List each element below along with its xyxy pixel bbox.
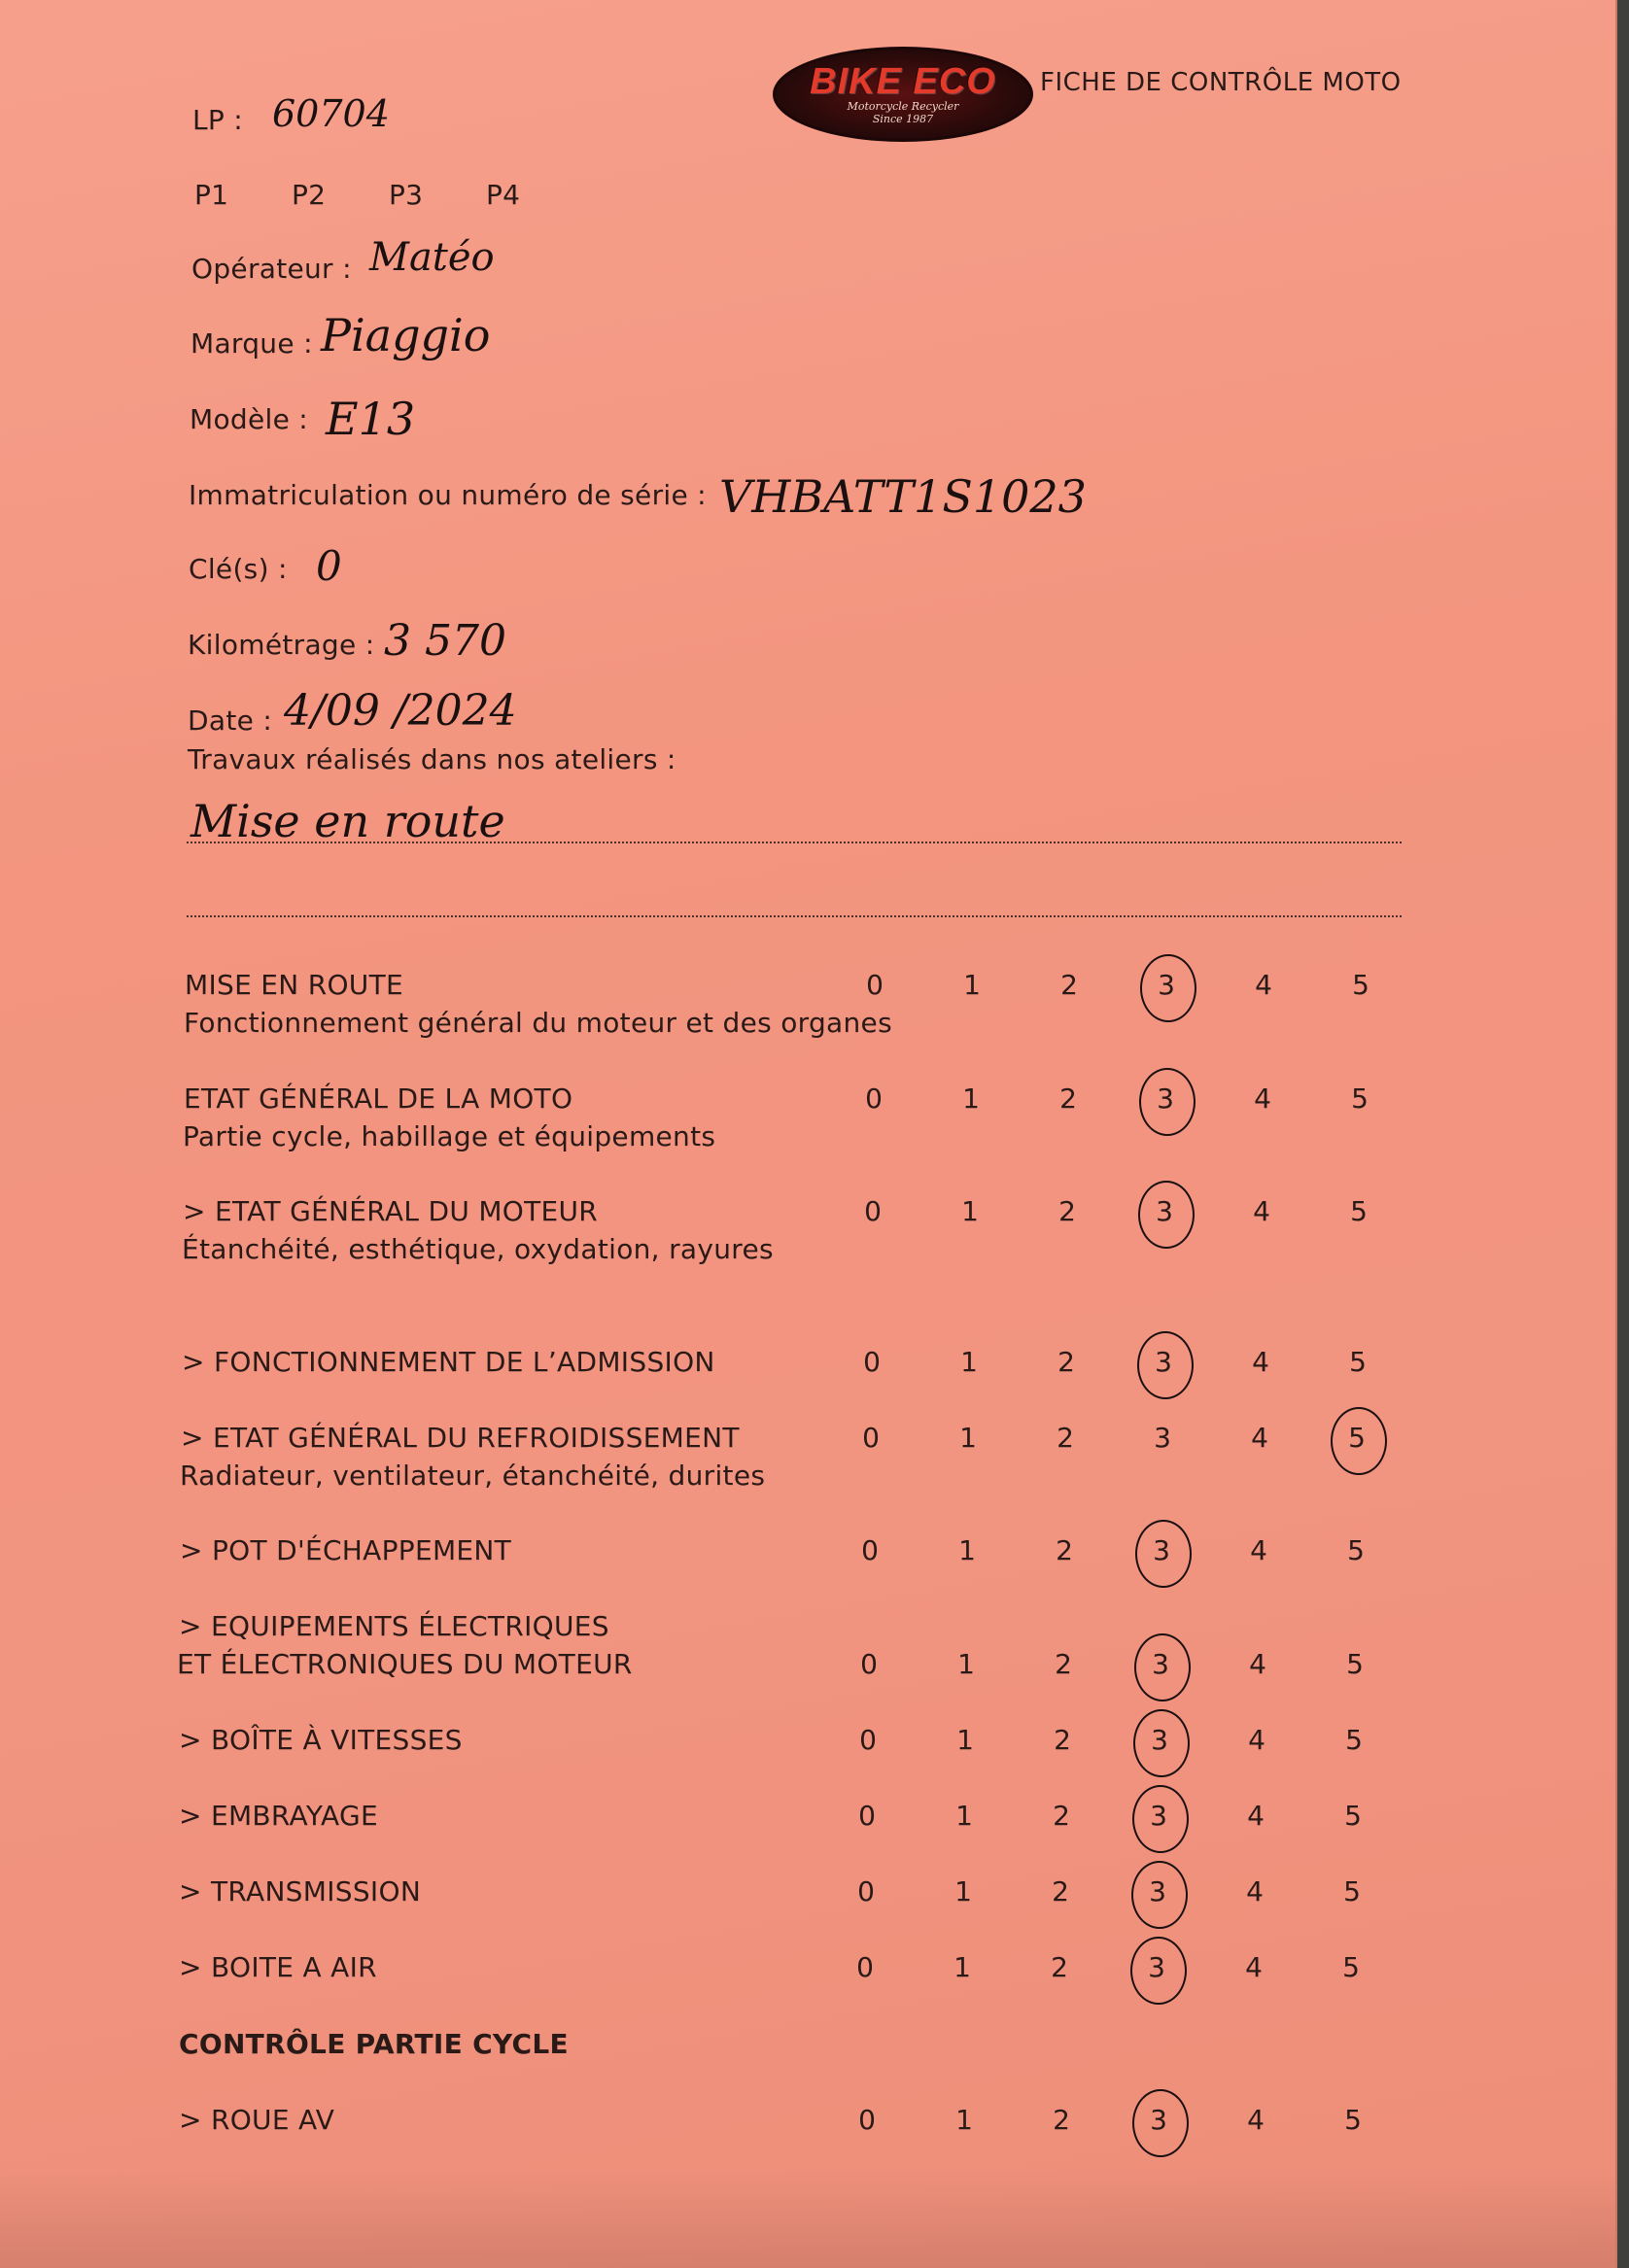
row-2-score-4[interactable]: 4 [1254, 1082, 1271, 1115]
row-5-score-3[interactable]: 3 [1154, 1422, 1171, 1454]
p-option-1[interactable]: P1 [194, 179, 229, 211]
row-7-score-3[interactable]: 3 [1152, 1648, 1169, 1680]
bike-eco-logo [773, 47, 1033, 142]
row-8-score-1[interactable]: 1 [956, 1724, 974, 1756]
logo-text: BIKE ECO [810, 60, 996, 102]
row-4-score-0[interactable]: 0 [863, 1346, 881, 1378]
row-9-title: > EMBRAYAGE [179, 1800, 379, 1832]
model-label: Modèle : [190, 403, 309, 435]
row-1-subtitle: Fonctionnement général du moteur et des organes [184, 1007, 892, 1039]
row-1-score-0[interactable]: 0 [866, 969, 884, 1001]
row-7-score-5[interactable]: 5 [1346, 1648, 1364, 1680]
row-8-score-2[interactable]: 2 [1054, 1724, 1071, 1756]
row-6-title: > POT D'ÉCHAPPEMENT [180, 1534, 512, 1566]
brand-label: Marque : [191, 327, 313, 360]
row-4-score-2[interactable]: 2 [1057, 1346, 1075, 1378]
brand-value[interactable]: Piaggio [321, 309, 491, 361]
row-3-score-0[interactable]: 0 [864, 1195, 882, 1227]
operator-label: Opérateur : [191, 253, 352, 285]
row-4-score-5[interactable]: 5 [1349, 1346, 1367, 1378]
row-9-selected-circle [1132, 1785, 1189, 1853]
row-4-selected-circle [1137, 1331, 1194, 1399]
keys-value[interactable]: 0 [316, 542, 342, 590]
p-option-2[interactable]: P2 [292, 179, 327, 211]
row-1-title: MISE EN ROUTE [185, 969, 404, 1001]
p-option-3[interactable]: P3 [389, 179, 424, 211]
row-11-score-5[interactable]: 5 [1342, 1951, 1360, 1983]
row-8-selected-circle [1133, 1709, 1190, 1777]
row-10-score-2[interactable]: 2 [1052, 1875, 1069, 1907]
row-3-score-2[interactable]: 2 [1058, 1195, 1076, 1227]
row-6-score-2[interactable]: 2 [1056, 1534, 1073, 1566]
row-9-score-2[interactable]: 2 [1053, 1800, 1070, 1832]
row-10-score-3[interactable]: 3 [1149, 1875, 1166, 1907]
lp-value[interactable]: 60704 [272, 92, 390, 135]
operator-value[interactable]: Matéo [369, 235, 495, 280]
sheet-title: FICHE DE CONTRÔLE MOTO [1040, 68, 1402, 97]
serial-label: Immatriculation ou numéro de série : [189, 479, 707, 511]
row-11-title: > BOITE A AIR [179, 1951, 377, 1983]
row-1-score-1[interactable]: 1 [963, 969, 981, 1001]
p-option-4[interactable]: P4 [486, 179, 521, 211]
row-1-score-2[interactable]: 2 [1060, 969, 1078, 1001]
row-8-score-3[interactable]: 3 [1151, 1724, 1168, 1756]
row-4-score-1[interactable]: 1 [960, 1346, 978, 1378]
row-5-score-4[interactable]: 4 [1251, 1422, 1268, 1454]
cycle-row-1-title: > ROUE AV [179, 2104, 335, 2136]
cycle-row-1-score-2[interactable]: 2 [1053, 2104, 1070, 2136]
serial-value[interactable]: VHBATT1S1023 [719, 470, 1087, 523]
row-3-score-1[interactable]: 1 [961, 1195, 979, 1227]
section-cycle-title: CONTRÔLE PARTIE CYCLE [179, 2028, 569, 2060]
row-8-score-4[interactable]: 4 [1248, 1724, 1265, 1756]
row-1-score-3[interactable]: 3 [1158, 969, 1175, 1001]
row-11-score-3[interactable]: 3 [1148, 1951, 1165, 1983]
row-3-title: > ETAT GÉNÉRAL DU MOTEUR [183, 1195, 599, 1227]
row-5-score-2[interactable]: 2 [1057, 1422, 1074, 1454]
row-5-score-0[interactable]: 0 [862, 1422, 880, 1454]
row-2-selected-circle [1139, 1068, 1196, 1136]
row-2-score-3[interactable]: 3 [1157, 1082, 1174, 1115]
mileage-value[interactable]: 3 570 [384, 616, 506, 666]
row-3-selected-circle [1138, 1181, 1195, 1249]
date-label: Date : [188, 704, 273, 737]
cycle-row-1-score-4[interactable]: 4 [1247, 2104, 1265, 2136]
row-2-score-1[interactable]: 1 [962, 1082, 980, 1115]
row-6-score-1[interactable]: 1 [958, 1534, 976, 1566]
row-10-score-5[interactable]: 5 [1343, 1875, 1361, 1907]
row-7-score-0[interactable]: 0 [860, 1648, 878, 1680]
row-9-score-0[interactable]: 0 [858, 1800, 876, 1832]
row-1-score-5[interactable]: 5 [1352, 969, 1369, 1001]
row-11-score-2[interactable]: 2 [1051, 1951, 1068, 1983]
mileage-label: Kilométrage : [188, 629, 375, 661]
model-value[interactable]: E13 [326, 393, 416, 445]
row-10-selected-circle [1131, 1861, 1188, 1929]
row-3-score-5[interactable]: 5 [1350, 1195, 1368, 1227]
cycle-row-1-score-5[interactable]: 5 [1344, 2104, 1362, 2136]
row-6-selected-circle [1135, 1520, 1192, 1588]
row-4-title: > FONCTIONNEMENT DE L’ADMISSION [182, 1346, 715, 1378]
row-5-subtitle: Radiateur, ventilateur, étanchéité, durites [180, 1460, 766, 1492]
works-value[interactable]: Mise en route [191, 795, 505, 847]
row-6-score-3[interactable]: 3 [1153, 1534, 1170, 1566]
row-8-score-5[interactable]: 5 [1345, 1724, 1363, 1756]
row-2-score-5[interactable]: 5 [1351, 1082, 1369, 1115]
row-6-score-5[interactable]: 5 [1347, 1534, 1365, 1566]
row-9-score-1[interactable]: 1 [955, 1800, 973, 1832]
row-7-title-line2: ET ÉLECTRONIQUES DU MOTEUR [177, 1648, 633, 1680]
row-4-score-3[interactable]: 3 [1155, 1346, 1172, 1378]
row-2-subtitle: Partie cycle, habillage et équipements [183, 1120, 716, 1152]
row-3-subtitle: Étanchéité, esthétique, oxydation, rayures [182, 1233, 774, 1265]
row-5-score-1[interactable]: 1 [959, 1422, 977, 1454]
row-9-score-3[interactable]: 3 [1150, 1800, 1167, 1832]
row-5-selected-circle [1331, 1407, 1387, 1475]
row-1-selected-circle [1140, 954, 1196, 1022]
row-7-score-2[interactable]: 2 [1055, 1648, 1072, 1680]
row-7-score-4[interactable]: 4 [1249, 1648, 1266, 1680]
row-11-score-4[interactable]: 4 [1245, 1951, 1263, 1983]
lp-label: LP : [192, 104, 244, 136]
row-10-score-1[interactable]: 1 [954, 1875, 972, 1907]
row-11-selected-circle [1130, 1937, 1187, 2005]
row-2-score-0[interactable]: 0 [865, 1082, 883, 1115]
row-10-score-4[interactable]: 4 [1246, 1875, 1264, 1907]
cycle-row-1-score-0[interactable]: 0 [858, 2104, 876, 2136]
works-line-2 [187, 915, 1402, 917]
logo-subtitle-2: Since 1987 [872, 113, 934, 125]
row-2-title: ETAT GÉNÉRAL DE LA MOTO [184, 1082, 573, 1115]
row-7-selected-circle [1134, 1633, 1191, 1701]
row-9-score-5[interactable]: 5 [1344, 1800, 1362, 1832]
row-5-score-5[interactable]: 5 [1348, 1422, 1366, 1454]
row-1-score-4[interactable]: 4 [1255, 969, 1272, 1001]
row-4-score-4[interactable]: 4 [1252, 1346, 1269, 1378]
row-11-score-0[interactable]: 0 [856, 1951, 874, 1983]
row-3-score-4[interactable]: 4 [1253, 1195, 1270, 1227]
row-7-score-1[interactable]: 1 [957, 1648, 975, 1680]
works-label: Travaux réalisés dans nos ateliers : [188, 743, 676, 775]
row-9-score-4[interactable]: 4 [1247, 1800, 1265, 1832]
row-8-title: > BOÎTE À VITESSES [179, 1724, 463, 1756]
works-line-1 [187, 842, 1402, 843]
row-5-title: > ETAT GÉNÉRAL DU REFROIDISSEMENT [181, 1422, 740, 1454]
row-2-score-2[interactable]: 2 [1059, 1082, 1077, 1115]
row-10-title: > TRANSMISSION [179, 1875, 422, 1907]
row-7-title: > EQUIPEMENTS ÉLECTRIQUES [179, 1610, 609, 1642]
cycle-row-1-selected-circle [1132, 2089, 1189, 2157]
cycle-row-1-score-3[interactable]: 3 [1150, 2104, 1167, 2136]
row-6-score-0[interactable]: 0 [861, 1534, 879, 1566]
row-10-score-0[interactable]: 0 [857, 1875, 875, 1907]
row-3-score-3[interactable]: 3 [1156, 1195, 1173, 1227]
row-11-score-1[interactable]: 1 [953, 1951, 971, 1983]
keys-label: Clé(s) : [189, 553, 288, 585]
cycle-row-1-score-1[interactable]: 1 [955, 2104, 973, 2136]
row-6-score-4[interactable]: 4 [1250, 1534, 1267, 1566]
logo-subtitle-1: Motorcycle Recycler [847, 99, 959, 113]
date-value[interactable]: 4/09 /2024 [284, 686, 517, 736]
row-8-score-0[interactable]: 0 [859, 1724, 877, 1756]
